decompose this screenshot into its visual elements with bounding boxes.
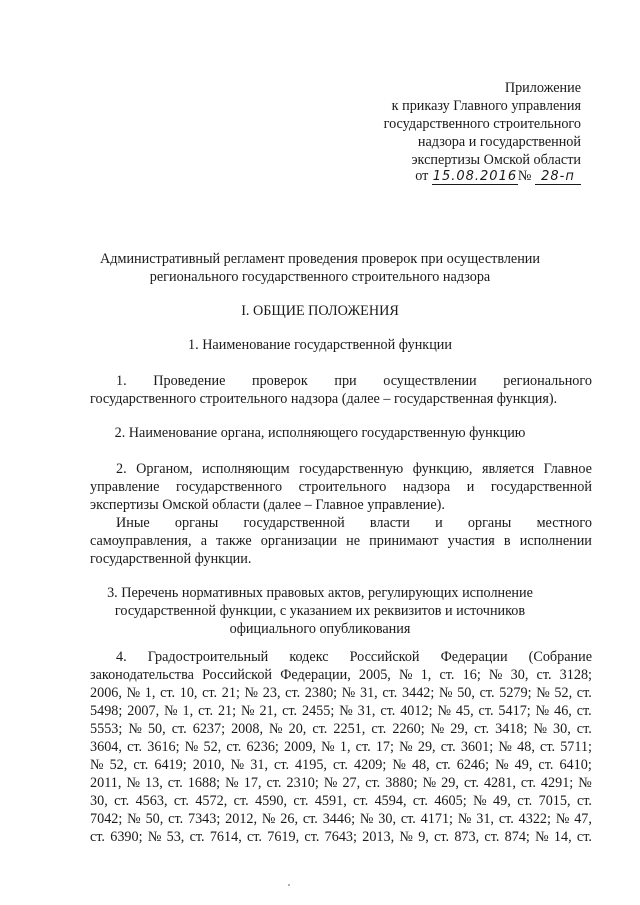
paragraph-4-line: 4. Градостроительный кодекс Российской Федерации (Собрание [116,649,592,665]
order-reference-line: экспертизы Омской области [411,152,581,168]
paragraph-4-line: 5498; 2007, № 1, ст. 21; № 21, ст. 2455; № 31, ст. 4012; № 45, ст. 5417; № 46, ст. [90,703,592,719]
paragraph-1-line: государственного строительного надзора (далее – государственная функция). [90,391,558,407]
paragraph-1-line: 1. Проведение проверок при осуществлении регионального [116,373,592,389]
subsection-heading: государственной функции, с указанием их реквизитов и источников [114,603,526,619]
paragraph-4-line: 5553; № 50, ст. 6237; 2008, № 20, ст. 2251, ст. 2260; № 29, ст. 3418; № 30, ст. [90,721,592,737]
paragraph-2-line: экспертизы Омской области (далее – Главное управление). [90,497,445,513]
order-date: 15.08.2016 [432,169,518,184]
order-reference-line: государственного строительного [383,116,581,132]
order-reference-line: к приказу Главного управления [391,98,581,114]
order-reference-line: надзора и государственной [417,134,581,150]
paragraph-3-line: самоуправления, а также организации не принимают участия в исполнении [90,533,592,549]
subsection-heading: 2. Наименование органа, исполняющего государственную функцию [114,425,526,441]
document-title-line: регионального государственного строительного надзора [149,269,491,285]
paragraph-2-line: 2. Органом, исполняющим государственную функцию, является Главное [116,461,592,477]
number-label: № [517,168,532,184]
document-title-line: Административный регламент проведения проверок при осуществлении [100,251,540,267]
paragraph-4-line: ст. 6390; № 53, ст. 7614, ст. 7619, ст. 7643; 2013, № 9, ст. 873, ст. 874; № 14, ст. [90,829,592,845]
section-heading: I. ОБЩИЕ ПОЛОЖЕНИЯ [241,303,399,319]
paragraph-4-line: 30, ст. 4563, ст. 4572, ст. 4590, ст. 4591, ст. 4594, ст. 4605; № 49, ст. 7015, ст. [90,793,592,809]
paragraph-4-line: 7042; № 50, ст. 7343; 2012, № 26, ст. 3446; № 30, ст. 4171; № 31, ст. 4322; № 47, [90,811,592,827]
order-date-number-line [415,167,581,185]
paragraph-4-line: 3604, ст. 3616; № 52, ст. 6236; 2009, № 1, ст. 17; № 29, ст. 3601; № 48, ст. 5711; [90,739,592,755]
paragraph-3-line: государственной функции. [90,551,252,567]
appendix-label: Приложение [504,80,581,96]
from-label: от [415,168,429,184]
paragraph-4-line: 2011, № 13, ст. 1688; № 17, ст. 2310; № 27, ст. 3880; № 29, ст. 4281, ст. 4291; № [90,775,592,791]
subsection-heading: 1. Наименование государственной функции [188,337,452,353]
paragraph-4-line: законодательства Российской Федерации, 2005, № 1, ст. 16; № 30, ст. 3128; [90,667,592,683]
subsection-heading: 3. Перечень нормативных правовых актов, регулирующих исполнение [107,585,533,601]
paragraph-4-line: 2006, № 1, ст. 10, ст. 21; № 23, ст. 2380; № 31, ст. 3442; № 50, ст. 5279; № 52, ст. [90,685,592,701]
subsection-heading: официального опубликования [229,621,411,637]
paragraph-3-line: Иные органы государственной власти и органы местного [116,515,592,531]
paragraph-2-line: управление государственного строительного надзора и государственной [90,479,592,495]
scan-speck [288,884,290,886]
order-number: 28-п [535,170,581,185]
paragraph-4-line: № 52, ст. 6419; 2010, № 31, ст. 4195, ст. 4209; № 48, ст. 6246; № 49, ст. 6410; [90,757,592,773]
